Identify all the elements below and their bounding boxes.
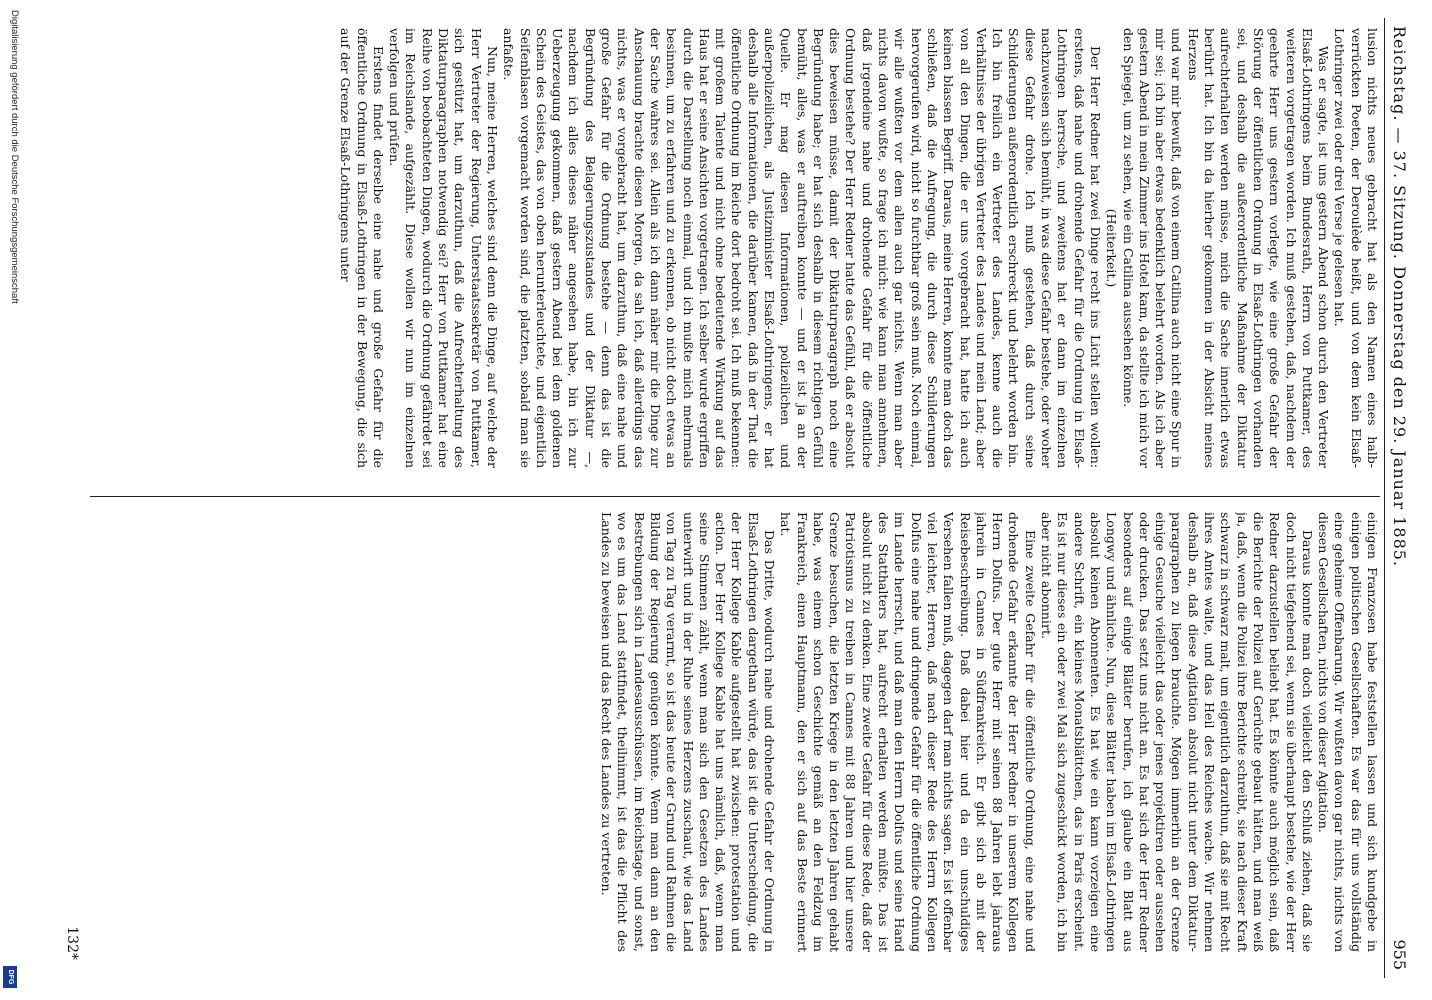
left-text-column [90, 28, 1380, 468]
paragraph: Nun, meine Herren, welches sind denn die Dinge, auf welche der Herr Vertreter der Regierung, Unterstaatssekretär von Puttkamer, sich gestützt hat, um darzuthun, daß die Aufrechterhaltung des Diktaturparagraphen notwendig sei? Herr von Puttkamer hat eine Reihe von beobachteten Dingen, wodurch die Ordnung gefährdet sei im Reichslande, aufgezählt. Diese wollen wir nun im einzelnen verfolgen und prüfen. [387, 28, 500, 468]
paragraph: Das Dritte, wodurch nahe und drohende Gefahr der Ordnung in Elsaß-Lothringen dargethan würde, das ist die Unterscheidung, die der Herr Kollege Kable aufgestellt hat zwischen: protestation und action. Der Herr Kollege Kable hat uns nämlich, daß, wenn man seine Stimmen zählt, wenn man sich den Gesetzen des Landes unterwirft und in der Ruhe seines Herzens zuschaut, wie das Land von Tag zu Tag verarmt, so ist das heute der Grund und Rahmen die Bildung der Regierung genügen könnte. Wenn man dann an den Bestrebungen sich in Landesausschüssen, im Reichstage, und sonst, wo es um das Land stattfindet, theilnimmt, ist das die Pflicht des Landes zu beweisen und das Recht des Landes zu vertreten. [599, 512, 778, 952]
column-divider [90, 496, 1380, 497]
paragraph: Erstens findet derselbe eine nahe und große Gefahr für die öffentliche Ordnung in Elsaß-Lothringen in der Bewegung, die sich auf der Grenze Elsaß-Lothringens unter [338, 28, 386, 468]
paragraph: lusion nichts neues gebracht hat als den Namen eines halb-verrückten Poeten, der Deroulède heißt, und von dem kein Elsaß-Lothringer zwei oder drei Verse je gelesen hat. [1332, 28, 1380, 468]
dfg-logo [3, 966, 17, 988]
credit-text: Digitalisierung gefördert durch die Deutsche Forschungsgemeinschaft [9, 10, 20, 304]
paragraph: Was er sagte, ist uns gestern Abend schon durch den Vertreter Elsaß-Lothringens beim Bundesrath, Herrn von Puttkamer, des weiteren vorgetragen worden. Ich muß gestehen, daß, nachdem der geehrte Herr uns gestern vorlegte, wie eine große Gefahr der Störung der öffentlichen Ordnung in Elsaß-Lothringen vorhanden sei, und deshalb die außerordentliche Maßnahme der Diktatur aufrechterhalten werden müsse, mich die Sache innerlich etwas berührt hat. Ich bin da hierher gekommen in der Absicht meines Herzens [1185, 28, 1332, 468]
paragraph: Der Herr Redner hat zwei Dinge recht ins Licht stellen wollen: erstens, daß nahe und drohende Gefahr für die Ordnung in Elsaß-Lothringen herrsche, und zweitens hat er dann im einzelnen nachzuweisen sich bemüht, in was diese Gefahr bestehe, oder woher diese Gefahr drohe. Ich muß gestehen, daß durch seine Schilderungen außerordentlich erschreckt und belehrt worden bin. Ich bin freilich ein Vertreter des Landes, kenne auch die Verhältnisse der übrigen Vertreter des Landes und mein Land; aber von all den Dingen, die er uns vorgebracht hat, hatte ich auch keinen blassen Begriff. Daraus, meine Herren, konnte man doch das schließen, daß die Aufregung, die durch diese Schilderungen hervorgerufen wird, nicht so furchtbar groß sein muß. Noch einmal, wir alle wußten vor dem allen auch gar nichts. Wenn man aber nichts davon wußte, so frage ich mich: wie kann man annehmen, daß irgendeine nahe und drohende Gefahr für die öffentliche Ordnung bestehe? Der Herr Redner hatte das Gefühl, daß er absolut dies beweisen müsse, damit der Diktaturparagraph noch eine Begründung habe; er hat sich deshalb in diesem richtigen Gefühl bemüht, alles, was er auftreiben konnte — und er ist ja an der Quelle. Er mag diesen Informationen, polizeilichen und außerpolizeilichen, als Justizminister Elsaß-Lothringens, er hat deshalb alle Informationen, die darüber kamen, daß in der That die öffentliche Ordnung im Reiche dort bedroht sei. Ich muß bekennen: mit großem Talente und nicht ohne bedeutende Wirkung auf das Haus hat er seine Ansichten vorgetragen. Ich selber wurde ergriffen durch die Darstellung noch einmal, und ich mußte mich mehrmals besinnen, um zu erfahren und zu erkennen, ob nicht doch etwas an der Sache wahres sei. Allein als ich dann näher mir die Dinge zur Anschauung brachte diesen Morgen, da sah ich, daß allerdings das nichts, was er vorgebracht hat, um darzuthun, daß eine nahe und große Gefahr für die Ordnung bestehe — denn das ist die Begründung des Belagerungszustandes und der Diktatur —, nachdem ich alles dieses näher angesehen habe, bin ich zur Ueberzeugung gekommen, daß gestern Abend bei dem goldenen Schein des Geistes, das von oben herunterleuchtete, und eigentlich Seifenblasen vorgemacht worden sind, die platzten, sobald man sie anfaßte. [501, 28, 1103, 468]
right-text-column [90, 512, 1380, 952]
dfg-logo-text: DFG [7, 969, 14, 985]
paragraph: einigen Franzosen habe feststellen lassen und sich kundgebe in einigen politischen Gesellschaften. Es war das für uns vollständig eine geheime Offenbarung. Wir wußten davon gar nichts, nichts von diesen Gesellschaften, nichts von dieser Agitation. [1316, 512, 1380, 952]
interjection-note: (Heiterkeit.) [1104, 208, 1120, 288]
digitization-credit [4, 10, 20, 990]
page-signature: 132* [64, 926, 80, 960]
paragraph: und war mir bewußt, daß von einem Catilina auch nicht eine Spur in mir sei; ich bin aber etwas bedenklich belehrt worden. Als ich aber gestern Abend in mein Zimmer ins Hotel kam, da stellte ich mich vor den Spiegel, um zu sehen, wie ein Catilina aussehen könne. [1120, 28, 1185, 468]
paragraph: Eine zweite Gefahr für die öffentliche Ordnung, eine nahe und drohende Gefahr erkannte der Herr Redner in unserem Kollegen Herrn Dolfus. Der gute Herr mit seinen 88 Jahren lebt jahraus jahrein in Cannes in Südfrankreich. Er gibt sich ab mit der Reisebeschreibung. Daß dabei hier und da ein unschuldiges Versehen fallen muß, dagegen darf man nichts sagen. Es ist offenbar viel leichter, Herren, daß nach dieser Rede des Herrn Kollegen Dolfus eine nahe und dringende Gefahr für die öffentliche Ordnung im Lande herrscht, und daß man den Herrn Dolfus und seine Hand des Statthalters hat, aufrecht erhalten werden müßte. Das ist absolut nicht zu denken. Eine zweite Gefahr für diese Rede, daß der Patriotismus zu treiben in Cannes mit 88 Jahren und hier unsere Grenze besuchen, die letzten Kriege in den letzten Jahren gehabt habe, was einem schon Geschichte gemäß an den Feldzug im Frankreich, einen Hauptmann, den er sich auf das Beste erinnert hat. [778, 512, 1038, 952]
page-number: 955 [1390, 939, 1409, 970]
page-header [1384, 18, 1414, 978]
paragraph: Daraus konnte man doch vielleicht den Schluß ziehen, daß sie doch nicht tiefgehend sei, wenn sie überhaupt bestehe, wie der Herr Redner darzustellen beliebt hat. Es könnte auch möglich sein, daß die Berichte der Polizei auf Gerüchte gebaut hätten, und man weiß ja, daß, wenn die Polizei ihre Berichte schreibt, sie nach dieser Kraft schwarz in schwarz malt, um eigentlich darzuthun, daß sie mit Recht ihres Amtes walte, und das Heil des Reiches wache. Wir nehmen deshalb an, daß diese Agitation absolut nicht unter dem Diktatur-paragraphen zu liegen brauchte. Mögen immerhin an der Grenze einige Gesuche vielleicht das oder jenes projektiren oder aussehen oder drucken. Das setzt uns nicht an. Es hat sich der Herr Redner besonders auf einige Blätter berufen, ich glaube ein Blatt aus Longwy und ähnliche. Nun, diese Blätter haben im Elsaß-Lothringen absolut keinen Abonnenten. Es hat wie ein kann vorzeigen eine andere Schrift, ein kleines Monatsblättchen, das in Paris erscheint. Es ist nur dieses ein oder zwei Mal sich zugeschickt worden, ich bin aber nicht abonnirt. [1039, 512, 1315, 952]
page-header-title: Reichstag. — 37. Sitzung. Donnerstag den 29. Januar 1885. [1390, 26, 1409, 568]
